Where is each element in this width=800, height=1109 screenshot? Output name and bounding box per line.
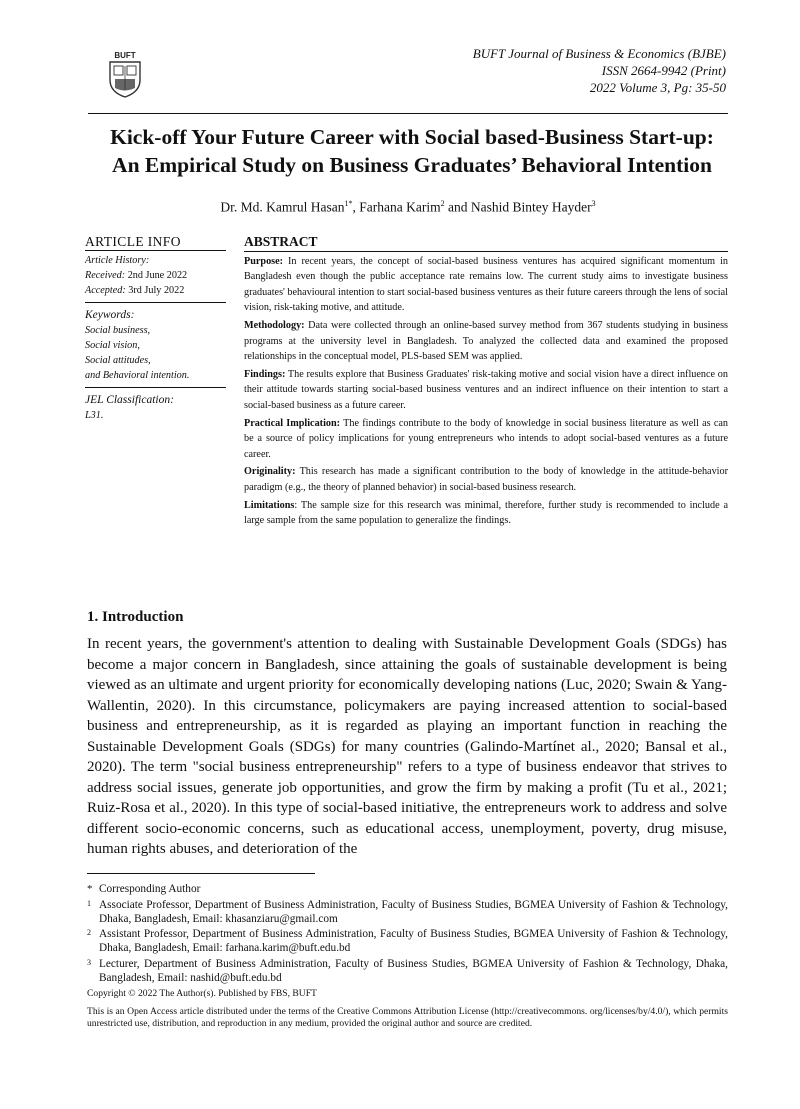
section-text: The findings contribute to the body of knowledge in social business literature as well as can be a source of policy implications for young entrepreneurs who intends to adopt social-based ventures as a future career.: [244, 417, 729, 460]
journal-info: [473, 45, 726, 96]
author-affiliation-mark: 2: [440, 199, 445, 208]
section-label: Practical Implication:: [244, 417, 341, 429]
abstract-limitations: [244, 498, 728, 529]
abstract-methodology: [244, 318, 728, 365]
jel-label: JEL Classification:: [85, 394, 174, 406]
section-text: : The sample size for this research was minimal, therefore, further study is recommended to include a large sample from the same population to generalize the findings.: [244, 499, 728, 527]
footnote-mark: *: [87, 883, 93, 895]
info-divider: [85, 387, 226, 388]
footnote-mark: 3: [87, 957, 91, 967]
copyright-line: Copyright © 2022 The Author(s). Published by FBS, BUFT: [87, 988, 317, 999]
abstract-originality: [244, 464, 728, 495]
journal-name: BUFT Journal of Business & Economics (BJBE): [472, 46, 726, 61]
section-label: Purpose:: [244, 255, 284, 267]
accepted-date: [85, 283, 226, 298]
footnote-text: Associate Professor, Department of Business Administration, Faculty of Business Studies, BGMEA University of Fashion & Technology, Dhaka, Bangladesh, Email: khasanziaru@gmail.com: [99, 898, 728, 925]
section-text: This research has made a significant contribution to the body of knowledge in the attitude-behavior paradigm (e.g., the theory of planned behavior) in social-based business research.: [244, 466, 728, 493]
footnotes: [87, 883, 728, 988]
article-info-heading: ARTICLE INFO: [85, 234, 226, 251]
abstract-heading: ABSTRACT: [244, 234, 728, 252]
journal-issn: ISSN 2664-9942 (Print): [601, 63, 726, 78]
article-info: [85, 234, 226, 423]
title-line: An Empirical Study on Business Graduates’ Behavioral Intention: [112, 153, 712, 177]
introduction-body: In recent years, the government's attention to dealing with Sustainable Development Goals (SDGs) has become a major concern in Bangladesh, since attaining the goals of sustainable development is being viewed as an ultimate and urgent priority for economically developing nations (Luc, 2020; Swain & Yang-Wallentin, 2020). In this circumstance, policymakers are paying increased attention to social-based business and entrepreneurship, as it is regarded as playing an important function in reaching the Sustainable Development Goals (SDGs) for many countries (Galindo-Martínet al., 2020; Bansal et al., 2020). The term "social business entrepreneurship" refers to a type of business endeavor that strives to address social issues, generate job opportunities, and grow the firm by making a profit (Tu et al., 2021; Ruiz-Rosa et al., 2020). In this type of social-based initiative, the entrepreneurs work to address and solve different socio-economic concerns, such as educational access, unemployment, poverty, drug misuse, human rights abuses, and deterioration of the: [87, 636, 727, 857]
footnote-text: Corresponding Author: [99, 883, 201, 895]
header-rule: [88, 113, 728, 114]
article-history-label: Article History:: [85, 255, 150, 266]
section-label: Methodology:: [244, 319, 305, 331]
footnote-mark: 2: [87, 928, 91, 938]
author-name: Dr. Md. Kamrul Hasan: [220, 199, 345, 215]
author-name: Nashid Bintey Hayder: [470, 199, 592, 215]
abstract-practical-implication: [244, 416, 728, 463]
section-label: Findings:: [244, 368, 286, 380]
received-label: Received:: [85, 270, 126, 281]
author-separator: and: [444, 199, 471, 215]
section-text: In recent years, the concept of social-based business ventures has acquired significant momentum in Bangladesh even though the public acceptance rate remains low. The current study aims to investigate business graduates' behavioural intention to start social-based business ventures as their future careers through the lens of social vision, risk-taking motive, and attitude.: [244, 255, 728, 314]
license-text: This is an Open Access article distributed under the terms of the Creative Commons Attribution License (http://creativecommons. org/licenses/by/4.0/), which permits unrestricted use, distribution, and reproduction in any medium, provided the original author and source are credited.: [87, 1005, 728, 1030]
jel-value: L31.: [85, 410, 104, 421]
received-date: [85, 268, 226, 283]
abstract-purpose: [244, 254, 728, 316]
author-list: [88, 199, 728, 216]
section-label: Limitations: [244, 499, 295, 511]
section-text: Data were collected through an online-based survey method from 367 students studying in business programs at the university level in Bangladesh. To analyzed the collected data and examined the proposed relationships in the conceptual model, PLS-based SEM was applied.: [244, 319, 728, 363]
accepted-label: Accepted:: [85, 285, 126, 296]
received-value: 2nd June 2022: [125, 270, 188, 281]
abstract-findings: [244, 367, 728, 414]
footnote-rule: [87, 873, 315, 874]
section-heading-introduction: 1. Introduction: [87, 609, 184, 625]
footnote: [87, 883, 728, 897]
section-label: Originality:: [244, 466, 296, 478]
journal-volume: 2022 Volume 3, Pg: 35-50: [589, 80, 726, 95]
title-line: Kick-off Your Future Career with Social based-Business Start-up:: [110, 125, 714, 149]
keywords-label: Keywords:: [85, 309, 135, 321]
section-text: The results explore that Business Graduates' risk-taking motive and social vision have a direct influence on their attitude towards starting social-based business ventures and an indirect influence on their intention to start a social-based business as a future career.: [244, 368, 728, 411]
keyword-item: Social vision,: [85, 340, 140, 351]
author-separator: ,: [352, 199, 360, 215]
footnote: [87, 899, 728, 927]
author-name: Farhana Karim: [359, 199, 441, 215]
keyword-item: Social attitudes,: [85, 355, 151, 366]
author-affiliation-mark: 3: [591, 199, 596, 208]
footnote-mark: 1: [87, 898, 91, 908]
accepted-value: 3rd July 2022: [125, 285, 185, 296]
buft-logo: [100, 50, 150, 100]
paper-title: [76, 123, 748, 179]
author-affiliation-mark: 1*: [344, 199, 353, 208]
keyword-item: Social business,: [85, 325, 151, 336]
footnote-text: Lecturer, Department of Business Administration, Faculty of Business Studies, BGMEA University of Fashion & Technology, Dhaka, Bangladesh, Email: nashid@buft.edu.bd: [99, 957, 728, 984]
copyright-notice: [87, 988, 728, 1036]
keyword-item: and Behavioral intention.: [85, 370, 190, 381]
abstract: [244, 234, 728, 531]
footnote: [87, 928, 728, 956]
info-divider: [85, 302, 226, 303]
footnote-text: Assistant Professor, Department of Business Administration, Faculty of Business Studies, BGMEA University of Fashion & Technology, Dhaka, Bangladesh, Email: farhana.karim@buft.edu.bd: [99, 928, 728, 955]
logo-text: BUFT: [114, 51, 136, 60]
footnote: [87, 958, 728, 986]
